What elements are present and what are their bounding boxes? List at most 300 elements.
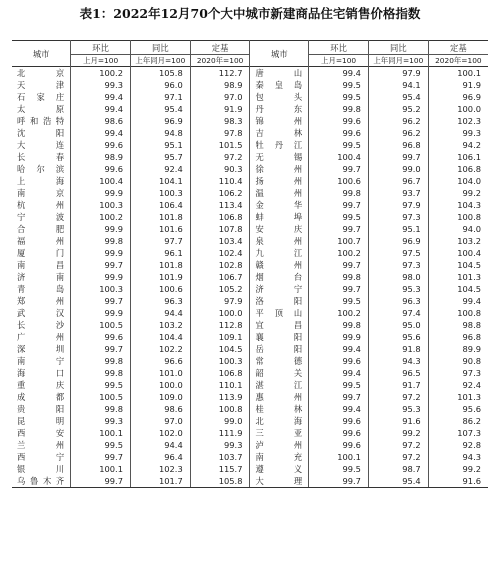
right-mom-cell: 99.9	[309, 331, 369, 343]
right-yoy-cell: 97.5	[368, 247, 428, 259]
left-fixed-cell: 97.2	[190, 151, 250, 163]
right-city-cell: 徐州	[250, 163, 309, 175]
right-city-cell: 三亚	[250, 427, 309, 439]
right-city-cell: 宜昌	[250, 319, 309, 331]
left-city-cell: 武汉	[12, 307, 71, 319]
right-fixed-cell: 102.3	[457, 116, 481, 126]
right-yoy-cell: 96.2	[368, 127, 428, 139]
right-city-cell: 韶关	[250, 367, 309, 379]
left-fixed-cell: 115.7	[190, 463, 250, 475]
right-mom-cell: 99.8	[309, 319, 369, 331]
right-mom-cell: 99.7	[309, 475, 369, 488]
left-yoy-cell: 97.0	[130, 415, 190, 427]
right-mom-cell: 99.8	[309, 103, 369, 115]
right-yoy-cell: 97.2	[368, 439, 428, 451]
right-yoy-cell: 97.3	[368, 259, 428, 271]
left-fixed-cell: 106.8	[190, 211, 250, 223]
left-fixed-cell: 102.8	[190, 259, 250, 271]
right-city-cell: 包头	[250, 91, 309, 103]
right-city-cell: 锦州	[250, 115, 309, 127]
left-fixed-cell: 100.0	[190, 307, 250, 319]
right-yoy-cell: 95.4	[368, 91, 428, 103]
right-city-cell: 桂林	[250, 403, 309, 415]
left-city-cell: 厦门	[12, 247, 71, 259]
right-yoy-cell: 91.7	[368, 379, 428, 391]
right-fixed-cell: 99.4	[462, 296, 481, 306]
left-yoy-cell: 101.8	[130, 211, 190, 223]
right-city-cell: 安庆	[250, 223, 309, 235]
table-row	[12, 415, 488, 427]
right-city-cell: 岳阳	[250, 343, 309, 355]
right-fixed-cell: 91.9	[462, 80, 481, 90]
right-city-cell: 九江	[250, 247, 309, 259]
left-yoy-cell: 104.4	[130, 331, 190, 343]
left-yoy-cell: 103.2	[130, 319, 190, 331]
left-mom-cell: 99.8	[71, 235, 131, 247]
right-fixed-cell: 100.4	[457, 248, 481, 258]
mom-header-right: 环比	[309, 41, 369, 55]
left-fixed-cell: 90.3	[190, 163, 250, 175]
table-row	[12, 427, 488, 439]
left-yoy-cell: 100.6	[130, 283, 190, 295]
right-fixed-cell: 99.3	[462, 128, 481, 138]
right-mom-cell: 99.5	[309, 463, 369, 475]
right-yoy-cell: 97.3	[368, 211, 428, 223]
left-mom-cell: 99.7	[71, 343, 131, 355]
table-row	[12, 307, 488, 319]
right-city-cell: 唐山	[250, 67, 309, 80]
left-fixed-cell: 97.8	[190, 127, 250, 139]
right-fixed-cell: 95.6	[462, 404, 481, 414]
right-fixed-cell: 100.8	[457, 308, 481, 318]
left-city-cell: 广州	[12, 331, 71, 343]
left-mom-cell: 99.5	[71, 379, 131, 391]
left-fixed-cell: 97.9	[190, 295, 250, 307]
table-row	[12, 67, 488, 80]
table-row	[12, 475, 488, 488]
left-fixed-cell: 112.8	[190, 319, 250, 331]
left-fixed-cell: 98.9	[190, 79, 250, 91]
left-fixed-cell: 111.9	[190, 427, 250, 439]
left-mom-cell: 98.9	[71, 151, 131, 163]
left-mom-cell: 100.2	[71, 211, 131, 223]
right-yoy-cell: 98.7	[368, 463, 428, 475]
table-row	[12, 199, 488, 211]
left-yoy-cell: 97.1	[130, 91, 190, 103]
left-yoy-cell: 101.7	[130, 475, 190, 488]
right-mom-cell: 99.4	[309, 67, 369, 80]
left-fixed-cell: 97.0	[190, 91, 250, 103]
left-city-cell: 郑州	[12, 295, 71, 307]
fixed-base-left: 2020年=100	[190, 55, 250, 67]
right-yoy-cell: 96.9	[368, 235, 428, 247]
left-yoy-cell: 105.8	[130, 67, 190, 80]
right-mom-cell: 99.5	[309, 211, 369, 223]
left-mom-cell: 99.7	[71, 259, 131, 271]
right-yoy-cell: 95.0	[368, 319, 428, 331]
table-row	[12, 343, 488, 355]
left-city-cell: 北京	[12, 67, 71, 80]
left-city-cell: 长春	[12, 151, 71, 163]
right-city-cell: 无锡	[250, 151, 309, 163]
left-fixed-cell: 113.9	[190, 391, 250, 403]
left-city-cell: 合肥	[12, 223, 71, 235]
right-yoy-cell: 99.0	[368, 163, 428, 175]
yoy-base-right: 上年同月=100	[368, 55, 428, 67]
right-yoy-cell: 91.8	[368, 343, 428, 355]
table-row	[12, 163, 488, 175]
table-row	[12, 259, 488, 271]
left-city-cell: 济南	[12, 271, 71, 283]
left-mom-cell: 99.6	[71, 139, 131, 151]
right-city-cell: 襄阳	[250, 331, 309, 343]
left-city-cell: 青岛	[12, 283, 71, 295]
left-city-cell: 兰州	[12, 439, 71, 451]
left-mom-cell: 100.5	[71, 391, 131, 403]
left-fixed-cell: 103.7	[190, 451, 250, 463]
right-fixed-cell: 86.2	[462, 416, 481, 426]
right-yoy-cell: 99.2	[368, 427, 428, 439]
left-mom-cell: 99.9	[71, 247, 131, 259]
right-mom-cell: 99.4	[309, 403, 369, 415]
table-row	[12, 211, 488, 223]
right-fixed-cell: 99.2	[462, 464, 481, 474]
left-yoy-cell: 101.0	[130, 367, 190, 379]
right-city-cell: 洛阳	[250, 295, 309, 307]
left-mom-cell: 99.4	[71, 127, 131, 139]
table-row	[12, 319, 488, 331]
left-mom-cell: 99.3	[71, 79, 131, 91]
right-mom-cell: 100.7	[309, 235, 369, 247]
right-city-cell: 北海	[250, 415, 309, 427]
left-city-cell: 重庆	[12, 379, 71, 391]
left-yoy-cell: 95.4	[130, 103, 190, 115]
table-row	[12, 451, 488, 463]
right-fixed-cell: 94.0	[462, 224, 481, 234]
table-row	[12, 439, 488, 451]
left-fixed-cell: 105.8	[190, 475, 250, 488]
right-fixed-cell: 106.1	[457, 152, 481, 162]
left-yoy-cell: 98.6	[130, 403, 190, 415]
price-index-table	[12, 40, 488, 488]
right-yoy-cell: 95.3	[368, 283, 428, 295]
left-city-cell: 石家庄	[12, 91, 71, 103]
right-city-cell: 遵义	[250, 463, 309, 475]
right-fixed-cell: 101.3	[457, 392, 481, 402]
table-row	[12, 235, 488, 247]
right-city-cell: 蚌埠	[250, 211, 309, 223]
left-fixed-cell: 106.7	[190, 271, 250, 283]
left-yoy-cell: 101.8	[130, 259, 190, 271]
left-yoy-cell: 109.0	[130, 391, 190, 403]
city-header-left: 城市	[12, 41, 71, 67]
left-mom-cell: 99.4	[71, 91, 131, 103]
table-row	[12, 187, 488, 199]
right-mom-cell: 100.4	[309, 151, 369, 163]
right-yoy-cell: 94.3	[368, 355, 428, 367]
right-city-cell: 扬州	[250, 175, 309, 187]
right-yoy-cell: 95.1	[368, 223, 428, 235]
left-mom-cell: 99.7	[71, 451, 131, 463]
left-yoy-cell: 101.9	[130, 271, 190, 283]
left-fixed-cell: 101.5	[190, 139, 250, 151]
left-mom-cell: 100.1	[71, 463, 131, 475]
right-mom-cell: 99.7	[309, 391, 369, 403]
left-city-cell: 南昌	[12, 259, 71, 271]
right-city-cell: 南充	[250, 451, 309, 463]
left-city-cell: 乌鲁木齐	[12, 475, 71, 488]
left-mom-cell: 100.3	[71, 199, 131, 211]
left-mom-cell: 99.9	[71, 223, 131, 235]
table-body	[12, 67, 488, 488]
fixed-header-left: 定基	[190, 41, 250, 55]
right-city-cell: 湛江	[250, 379, 309, 391]
table-title: 表1：2022年12月70个大中城市新建商品住宅销售价格指数	[79, 6, 421, 21]
right-city-cell: 济宁	[250, 283, 309, 295]
right-yoy-cell: 97.9	[368, 67, 428, 80]
right-fixed-cell: 106.8	[457, 164, 481, 174]
right-mom-cell: 99.8	[309, 187, 369, 199]
table-row	[12, 247, 488, 259]
left-yoy-cell: 97.7	[130, 235, 190, 247]
left-fixed-cell: 99.0	[190, 415, 250, 427]
right-fixed-cell: 100.8	[457, 212, 481, 222]
left-yoy-cell: 100.0	[130, 379, 190, 391]
right-mom-cell: 99.5	[309, 91, 369, 103]
left-city-cell: 大连	[12, 139, 71, 151]
table-row	[12, 271, 488, 283]
left-fixed-cell: 110.1	[190, 379, 250, 391]
table-row	[12, 295, 488, 307]
left-mom-cell: 99.9	[71, 307, 131, 319]
left-city-cell: 深圳	[12, 343, 71, 355]
right-mom-cell: 99.6	[309, 439, 369, 451]
left-city-cell: 南宁	[12, 355, 71, 367]
right-mom-cell: 99.7	[309, 259, 369, 271]
yoy-base-left: 上年同月=100	[130, 55, 190, 67]
left-yoy-cell: 104.1	[130, 175, 190, 187]
right-yoy-cell: 96.7	[368, 175, 428, 187]
left-mom-cell: 99.8	[71, 403, 131, 415]
left-mom-cell: 100.2	[71, 67, 131, 80]
left-yoy-cell: 96.6	[130, 355, 190, 367]
yoy-header-left: 同比	[130, 41, 190, 55]
right-yoy-cell: 95.2	[368, 103, 428, 115]
left-city-cell: 上海	[12, 175, 71, 187]
left-yoy-cell: 102.2	[130, 343, 190, 355]
right-fixed-cell: 100.0	[457, 104, 481, 114]
table-row	[12, 139, 488, 151]
mom-base-left: 上月=100	[71, 55, 131, 67]
right-mom-cell: 99.6	[309, 127, 369, 139]
right-mom-cell: 99.6	[309, 427, 369, 439]
right-yoy-cell: 97.2	[368, 391, 428, 403]
right-city-cell: 平顶山	[250, 307, 309, 319]
right-fixed-cell: 96.8	[462, 332, 481, 342]
right-fixed-cell: 100.1	[457, 68, 481, 78]
left-mom-cell: 99.8	[71, 355, 131, 367]
right-fixed-cell: 91.6	[428, 475, 488, 488]
right-city-cell: 大理	[250, 475, 309, 488]
right-yoy-cell: 96.8	[368, 139, 428, 151]
left-fixed-cell: 103.4	[190, 235, 250, 247]
right-city-cell: 温州	[250, 187, 309, 199]
right-fixed-cell: 104.5	[457, 284, 481, 294]
right-mom-cell: 99.5	[309, 79, 369, 91]
right-city-cell: 惠州	[250, 391, 309, 403]
right-city-cell: 烟台	[250, 271, 309, 283]
left-city-cell: 西安	[12, 427, 71, 439]
right-fixed-cell: 104.3	[457, 200, 481, 210]
left-yoy-cell: 100.3	[130, 187, 190, 199]
left-fixed-cell: 106.2	[190, 187, 250, 199]
fixed-base-right: 2020年=100	[435, 56, 482, 65]
table-row	[12, 127, 488, 139]
left-fixed-cell: 100.3	[190, 355, 250, 367]
mom-header-left: 环比	[71, 41, 131, 55]
left-mom-cell: 100.3	[71, 283, 131, 295]
left-yoy-cell: 95.1	[130, 139, 190, 151]
left-city-cell: 西宁	[12, 451, 71, 463]
right-yoy-cell: 95.6	[368, 331, 428, 343]
left-fixed-cell: 107.8	[190, 223, 250, 235]
left-city-cell: 昆明	[12, 415, 71, 427]
right-yoy-cell: 97.2	[368, 451, 428, 463]
right-fixed-cell: 90.8	[462, 356, 481, 366]
right-city-cell: 吉林	[250, 127, 309, 139]
left-city-cell: 呼和浩特	[12, 115, 71, 127]
right-city-cell: 泉州	[250, 235, 309, 247]
left-city-cell: 宁波	[12, 211, 71, 223]
mom-base-right: 上月=100	[309, 55, 369, 67]
table-row	[12, 151, 488, 163]
table-row	[12, 103, 488, 115]
right-mom-cell: 99.6	[309, 415, 369, 427]
right-city-cell: 赣州	[250, 259, 309, 271]
left-mom-cell: 99.7	[71, 295, 131, 307]
left-mom-cell: 99.9	[71, 271, 131, 283]
right-fixed-cell: 96.9	[462, 92, 481, 102]
left-mom-cell: 100.1	[71, 427, 131, 439]
left-fixed-cell: 91.9	[190, 103, 250, 115]
right-mom-cell: 99.7	[309, 163, 369, 175]
left-yoy-cell: 96.0	[130, 79, 190, 91]
left-mom-cell: 100.5	[71, 319, 131, 331]
left-city-cell: 沈阳	[12, 127, 71, 139]
right-mom-cell: 99.5	[309, 295, 369, 307]
table-row	[12, 79, 488, 91]
right-city-cell: 秦皇岛	[250, 79, 309, 91]
left-city-cell: 海口	[12, 367, 71, 379]
right-mom-cell: 100.6	[309, 175, 369, 187]
left-mom-cell: 99.6	[71, 163, 131, 175]
left-fixed-cell: 99.3	[190, 439, 250, 451]
right-yoy-cell: 97.4	[368, 307, 428, 319]
left-yoy-cell: 101.6	[130, 223, 190, 235]
left-mom-cell: 99.4	[71, 103, 131, 115]
right-mom-cell: 99.4	[309, 367, 369, 379]
right-fixed-cell: 89.9	[462, 344, 481, 354]
right-yoy-cell: 95.3	[368, 403, 428, 415]
left-fixed-cell: 112.7	[190, 67, 250, 80]
left-mom-cell: 99.5	[71, 439, 131, 451]
left-yoy-cell: 96.3	[130, 295, 190, 307]
right-yoy-cell: 93.7	[368, 187, 428, 199]
right-yoy-cell: 95.4	[368, 475, 428, 488]
right-yoy-cell: 96.2	[368, 115, 428, 127]
right-mom-cell: 99.7	[309, 283, 369, 295]
table-row	[12, 379, 488, 391]
right-fixed-cell: 104.0	[457, 176, 481, 186]
table-row	[12, 463, 488, 475]
left-fixed-cell: 110.4	[190, 175, 250, 187]
right-fixed-cell: 94.2	[462, 140, 481, 150]
right-mom-cell: 99.4	[309, 343, 369, 355]
left-yoy-cell: 96.9	[130, 115, 190, 127]
right-yoy-cell: 96.3	[368, 295, 428, 307]
table-row	[12, 355, 488, 367]
right-fixed-cell: 97.3	[462, 368, 481, 378]
right-city-cell: 金华	[250, 199, 309, 211]
table-row	[12, 115, 488, 127]
left-fixed-cell: 100.8	[190, 403, 250, 415]
left-yoy-cell: 94.8	[130, 127, 190, 139]
left-fixed-cell: 113.4	[190, 199, 250, 211]
left-city-cell: 南京	[12, 187, 71, 199]
right-mom-cell: 99.7	[309, 223, 369, 235]
left-mom-cell: 99.3	[71, 415, 131, 427]
right-city-cell: 牡丹江	[250, 139, 309, 151]
yoy-header-right: 同比	[368, 41, 428, 55]
table-row	[12, 331, 488, 343]
table-row	[12, 91, 488, 103]
right-fixed-cell: 104.5	[457, 260, 481, 270]
left-yoy-cell: 94.4	[130, 439, 190, 451]
left-yoy-cell: 92.4	[130, 163, 190, 175]
left-yoy-cell: 96.1	[130, 247, 190, 259]
left-city-cell: 银川	[12, 463, 71, 475]
right-city-cell: 常德	[250, 355, 309, 367]
right-yoy-cell: 97.9	[368, 199, 428, 211]
right-yoy-cell: 94.1	[368, 79, 428, 91]
left-city-cell: 杭州	[12, 199, 71, 211]
left-yoy-cell: 102.3	[130, 463, 190, 475]
left-yoy-cell: 94.4	[130, 307, 190, 319]
left-yoy-cell: 96.4	[130, 451, 190, 463]
left-fixed-cell: 105.2	[190, 283, 250, 295]
right-mom-cell: 99.6	[309, 355, 369, 367]
right-fixed-cell: 99.2	[462, 188, 481, 198]
left-city-cell: 福州	[12, 235, 71, 247]
right-fixed-cell: 107.3	[457, 428, 481, 438]
right-fixed-cell: 94.3	[462, 452, 481, 462]
left-mom-cell: 98.6	[71, 115, 131, 127]
right-mom-cell: 99.5	[309, 139, 369, 151]
left-fixed-cell: 106.8	[190, 367, 250, 379]
right-mom-cell: 99.5	[309, 379, 369, 391]
table-row	[12, 223, 488, 235]
left-mom-cell: 99.8	[71, 367, 131, 379]
left-yoy-cell: 95.7	[130, 151, 190, 163]
right-yoy-cell: 96.5	[368, 367, 428, 379]
right-mom-cell: 100.1	[309, 451, 369, 463]
right-fixed-cell: 101.3	[457, 272, 481, 282]
left-fixed-cell: 109.1	[190, 331, 250, 343]
right-city-cell: 泸州	[250, 439, 309, 451]
left-yoy-cell: 106.4	[130, 199, 190, 211]
table-row	[12, 283, 488, 295]
left-city-cell: 太原	[12, 103, 71, 115]
